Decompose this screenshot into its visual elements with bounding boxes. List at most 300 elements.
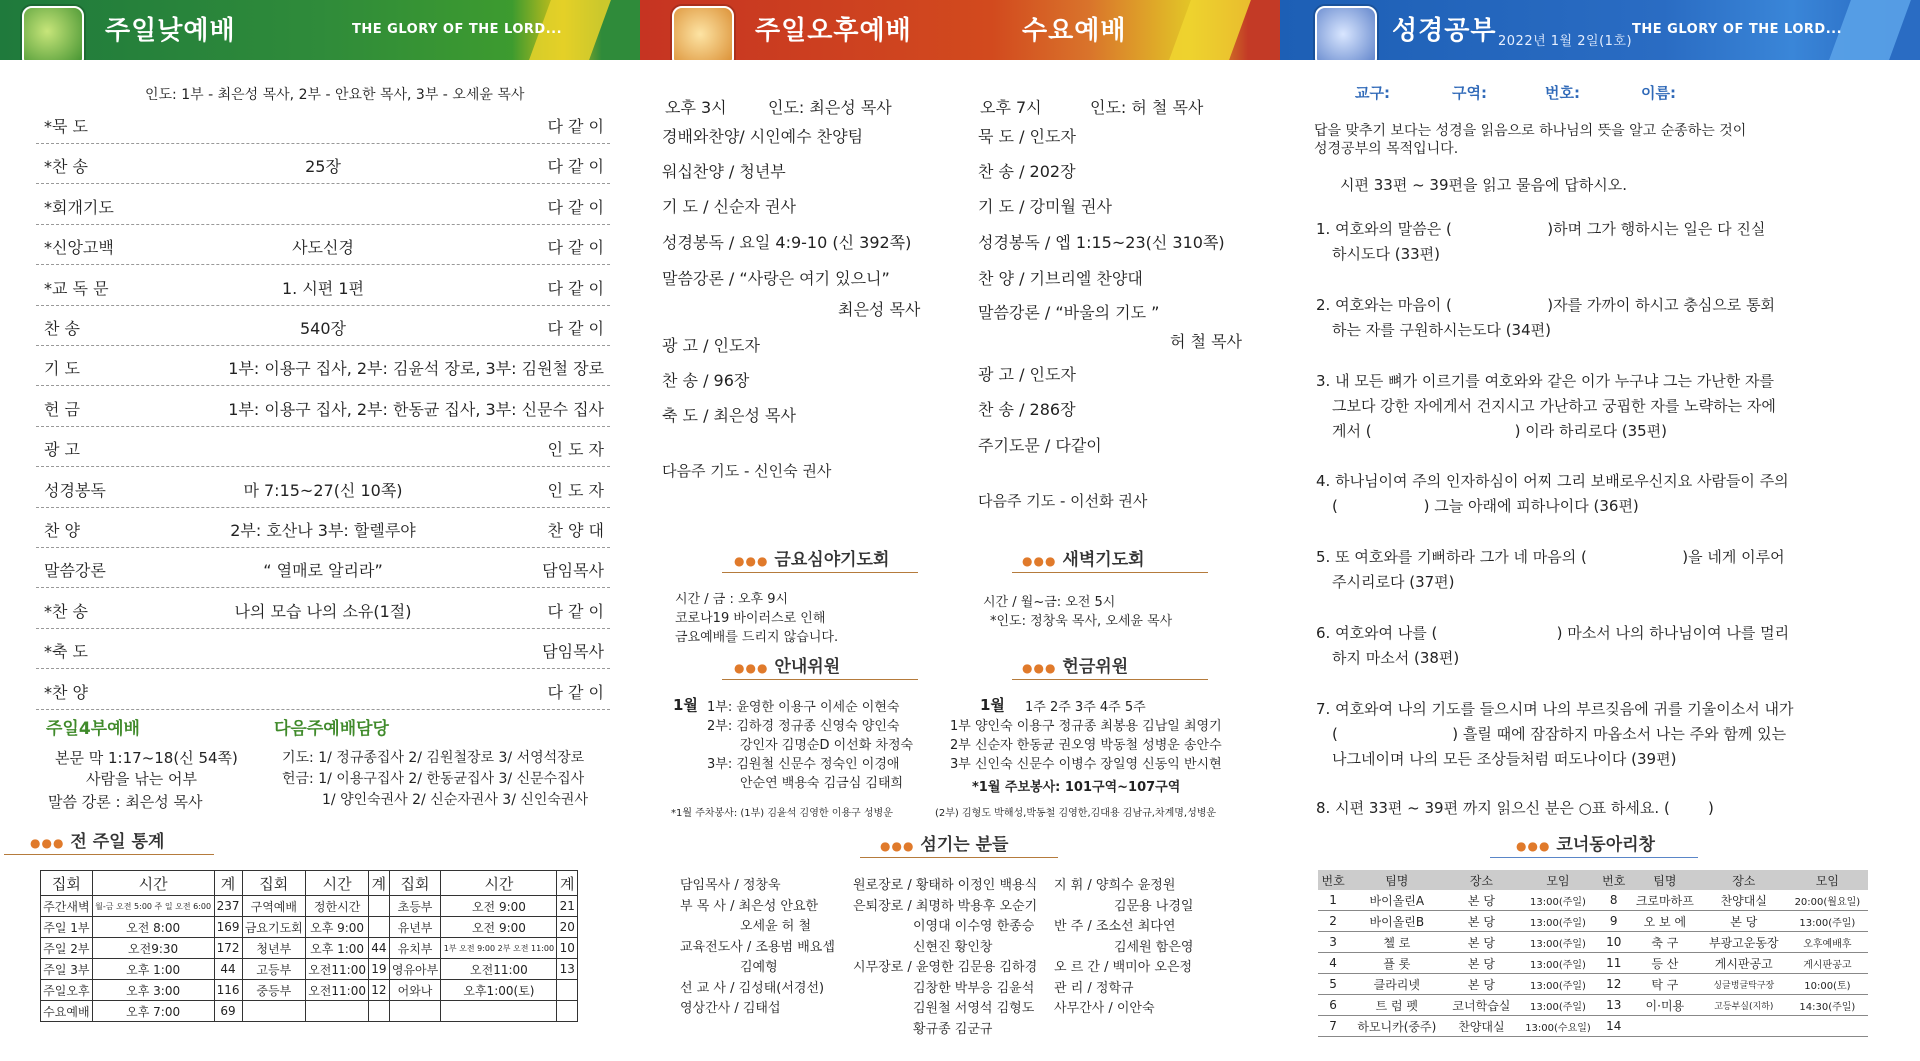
table-cell: 19: [369, 959, 389, 980]
friday-title: [734, 545, 889, 570]
column-header: 모임: [1517, 870, 1598, 890]
table-cell: [1787, 1016, 1868, 1037]
order-person: 다 같 이: [547, 682, 604, 702]
table-cell: 등 산: [1629, 953, 1701, 974]
column-header: 계: [557, 871, 578, 896]
wednesday-next-prayer: 다음주 기도 - 이선화 권사: [978, 492, 1148, 510]
table-cell: 오후 1:00: [306, 938, 369, 959]
question-line: 6. 여호와여 나를 ( ) 마소서 나의 하나님이여 나를 멀리: [1316, 624, 1790, 642]
table-cell: 크로마하프: [1629, 890, 1701, 911]
table-cell: 하모니카(중주): [1348, 1016, 1445, 1037]
table-cell: 237: [214, 896, 242, 917]
order-row: [36, 345, 610, 386]
dots-icon: ●●●: [1516, 839, 1551, 853]
order-label: *찬 송: [44, 157, 88, 177]
table-cell: 169: [214, 917, 242, 938]
corner-table: [1318, 870, 1868, 1037]
servant-line: 김세원 함은영: [1114, 939, 1194, 955]
servant-line: 지 휘 / 양희수 윤정원: [1054, 878, 1176, 893]
dawn-title: [1022, 545, 1145, 570]
table-cell: 주일오후: [41, 980, 93, 1001]
table-cell: 14:30(주일): [1787, 995, 1868, 1016]
question-line: 하지 마소서 (38편): [1332, 649, 1460, 667]
table-row: [1318, 911, 1868, 932]
banner-photo: [672, 6, 734, 60]
afternoon-item: 축 도 / 최은성 목사: [662, 406, 796, 425]
table-cell: 싱글벙글탁구장: [1701, 974, 1787, 995]
servant-line: 담임목사 / 정창욱: [680, 878, 781, 893]
table-cell: 바이올린B: [1348, 911, 1445, 932]
table-cell: [242, 1001, 305, 1022]
table-cell: 어와나: [389, 980, 441, 1001]
table-cell: 오후1:00(토): [441, 980, 557, 1001]
order-content: 나의 모습 나의 소유(1절): [234, 601, 412, 621]
table-cell: 트 럼 펫: [1348, 995, 1445, 1016]
offering-line: 2부 신순자 한동균 권오영 박동철 성병운 송안수: [950, 738, 1222, 753]
table-cell: 주일 1부: [41, 917, 93, 938]
table-cell: 13:00(주일): [1787, 911, 1868, 932]
fourth-text: 본문 막 1:17~18(신 54쪽): [55, 749, 238, 767]
table-cell: 정한시간: [306, 896, 369, 917]
order-label: 헌 금: [44, 399, 80, 419]
guide-line: 2부: 김하경 정규종 신영숙 양인숙: [707, 719, 900, 734]
table-cell: 주간새벽: [41, 896, 93, 917]
table-row: [41, 938, 578, 959]
question-line: 3. 내 모든 뼈가 이르기를 여호와와 같은 이가 누구냐 그는 가난한 자를: [1316, 372, 1774, 390]
servants-title: [880, 830, 1008, 855]
table-cell: [369, 1001, 389, 1022]
afternoon-item: 워십찬양 / 청년부: [662, 162, 786, 181]
column-header: 장소: [1445, 870, 1517, 890]
order-row: [36, 265, 610, 306]
table-cell: 9: [1599, 911, 1629, 932]
order-person: 인 도 자: [547, 440, 604, 460]
corner-title-text: 코너동아리창: [1556, 835, 1655, 855]
order-row: [36, 386, 610, 427]
order-row: [36, 426, 610, 467]
order-person: 찬 양 대: [547, 521, 604, 540]
table-cell: 본 당: [1445, 974, 1517, 995]
table-cell: 14: [1599, 1016, 1629, 1037]
column-header: 집회: [389, 871, 441, 896]
table-cell: 부광고운동장: [1701, 932, 1787, 953]
column-header: 시간: [441, 871, 557, 896]
table-cell: 주일 2부: [41, 938, 93, 959]
table-cell: 12: [369, 980, 389, 1001]
parking-note: *1월 주차봉사: (1부) 김윤석 김영한 이용구 성병운: [671, 808, 893, 819]
afternoon-item: 기 도 / 신순자 권사: [662, 197, 796, 216]
table-cell: 1부 오전 9:00 2부 오전 11:00: [441, 938, 557, 959]
next-offering-2: 1/ 양인숙권사 2/ 신순자권사 3/ 신인숙권사: [322, 792, 588, 808]
next-prayer: 기도: 1/ 정규종집사 2/ 김원철장로 3/ 서영석장로: [282, 750, 585, 766]
order-content: 사도신경: [292, 238, 354, 258]
guide-title: [734, 652, 840, 677]
next-week-title: 다음주예배담당: [274, 719, 389, 739]
banner-subtitle: THE GLORY OF THE LORD...: [352, 22, 563, 37]
table-cell: 13: [1599, 995, 1629, 1016]
servant-line: 부 목 사 / 최은성 안요한: [680, 898, 819, 914]
table-row: [1318, 974, 1868, 995]
fourth-theme: 사람을 낚는 어부: [86, 770, 197, 788]
table-cell: 청년부: [242, 938, 305, 959]
table-cell: 10: [1599, 932, 1629, 953]
servant-line: 오세윤 허 철: [740, 919, 812, 934]
order-label: *신앙고백: [44, 238, 114, 258]
divider: [722, 679, 918, 680]
column-header: 번호: [1318, 870, 1348, 890]
table-cell: 13:00(주일): [1517, 995, 1598, 1016]
next-offering: 헌금: 1/ 이용구집사 2/ 한동균집사 3/ 신문수집사: [282, 771, 585, 787]
offering-line: 1부 양인숙 이용구 정규종 최봉용 김남일 최영기: [950, 719, 1222, 734]
study-banner: [1280, 0, 1920, 60]
servant-line: 교육전도사 / 조용범 배요셉: [680, 939, 835, 955]
column-header: 계: [369, 871, 389, 896]
table-cell: 10:00(토): [1787, 974, 1868, 995]
servant-line: 이영대 이수영 한종승: [913, 919, 1035, 934]
table-cell: [306, 1001, 369, 1022]
order-label: 광 고: [44, 440, 80, 460]
morning-banner: [0, 0, 640, 60]
banner-title: 성경공부: [1392, 16, 1497, 46]
offering-month: 1월: [980, 696, 1005, 714]
guide-line: 강인자 김명순D 이선화 차정숙: [740, 738, 914, 753]
column-header: 시간: [92, 871, 214, 896]
question-line: ( ) 그늘 아래에 피하나이다 (36편): [1332, 497, 1639, 515]
table-cell: 오후예배후: [1787, 932, 1868, 953]
banner-decoration: [1169, 0, 1251, 60]
stats-title-text: 전 주일 통계: [70, 832, 165, 852]
wednesday-item: 찬 송 / 286장: [978, 400, 1076, 419]
wednesday-item: 찬 양 / 기브리엘 찬양대: [978, 269, 1143, 288]
wednesday-item: 주기도문 / 다같이: [978, 436, 1102, 455]
banner-title-wednesday: 수요예배: [1022, 16, 1127, 46]
servant-line: 신현진 황인창: [913, 939, 993, 955]
table-cell: 축 구: [1629, 932, 1701, 953]
servant-line: 김창한 박부응 김윤석: [913, 980, 1035, 996]
servant-line: 김예형: [740, 960, 778, 975]
table-cell: 오전 9:00: [441, 917, 557, 938]
divider: [1012, 679, 1208, 680]
table-cell: 20:00(월요일): [1787, 890, 1868, 911]
wednesday-time: 오후 7시: [980, 98, 1042, 117]
column-header: 계: [214, 871, 242, 896]
order-label: *찬 양: [44, 682, 88, 702]
field-number[interactable]: 번호:: [1545, 84, 1580, 102]
table-cell: 클라리넷: [1348, 974, 1445, 995]
servant-line: 김문용 나경일: [1114, 898, 1194, 914]
table-cell: 20: [557, 917, 578, 938]
dots-icon: ●●●: [1022, 554, 1057, 568]
servants-title-text: 섬기는 분들: [920, 835, 1009, 855]
field-name[interactable]: 이름:: [1641, 84, 1676, 102]
order-content: “ 열매로 알리라”: [263, 561, 383, 581]
table-cell: 본 당: [1445, 911, 1517, 932]
table-cell: 고등부실(지하): [1701, 995, 1787, 1016]
question-line: 5. 또 여호와를 기뻐하라 그가 네 마음의 ( )을 네게 이루어: [1316, 548, 1785, 566]
table-cell: 유치부: [389, 938, 441, 959]
order-person: 담임목사: [542, 561, 604, 581]
field-zone[interactable]: 구역:: [1452, 84, 1487, 102]
friday-line: 코로나19 바이러스로 인해: [675, 611, 826, 626]
table-cell: 13: [557, 959, 578, 980]
order-label: *묵 도: [44, 117, 88, 136]
table-cell: 수요예배: [41, 1001, 93, 1022]
table-cell: 첼 로: [1348, 932, 1445, 953]
divider: [4, 854, 214, 855]
order-label: *회개기도: [44, 197, 114, 217]
order-person: 다 같 이: [547, 238, 604, 258]
offering-title: [1022, 652, 1128, 677]
afternoon-preacher: 최은성 목사: [838, 300, 921, 319]
offering-note: (2부) 김형도 박해성,박동철 김영한,김대용 김남규,차계명,성병운: [935, 808, 1217, 819]
table-cell: 게시판공고: [1701, 953, 1787, 974]
column-header: 집회: [41, 871, 93, 896]
dawn-line: 시간 / 월~금: 오전 5시: [983, 595, 1116, 610]
table-cell: 오후 3:00: [92, 980, 214, 1001]
study-date: 2022년 1월 2일(1호): [1498, 34, 1633, 49]
column-header: 집회: [242, 871, 305, 896]
wednesday-item: 말씀강론 / “바울의 기도 ”: [978, 303, 1160, 322]
table-row: [1318, 953, 1868, 974]
servant-line: 시무장로 / 윤영한 김문용 김하경: [853, 960, 1038, 975]
table-cell: 유년부: [389, 917, 441, 938]
banner-title-afternoon: 주일오후예배: [755, 16, 912, 46]
servant-line: 관 리 / 정학규: [1054, 980, 1134, 996]
table-cell: 오전 9:00: [441, 896, 557, 917]
order-row: [36, 507, 610, 548]
servant-line: 영상간사 / 김태섭: [680, 1001, 781, 1016]
table-cell: 금요기도회: [242, 917, 305, 938]
table-cell: 69: [214, 1001, 242, 1022]
afternoon-item: 성경봉독 / 요일 4:9-10 (신 392쪽): [662, 233, 912, 252]
question-line: 8. 시편 33편 ~ 39편 까지 읽으신 분은 ○표 하세요. ( ): [1316, 799, 1714, 817]
guide-line: 3부: 김원철 신문수 정숙인 이경애: [707, 757, 900, 772]
banner-photo: [1315, 6, 1377, 60]
banner-title: 주일낮예배: [105, 16, 236, 46]
table-cell: [1629, 1016, 1701, 1037]
question-line: 하시도다 (33편): [1332, 245, 1441, 263]
fourth-preacher: 말씀 강론 : 최은성 목사: [48, 793, 203, 811]
servant-line: 선 교 사 / 김성태(서경선): [680, 980, 825, 996]
order-content: 2부: 호산나 3부: 할렐루야: [230, 521, 416, 540]
table-cell: 13:00(주일): [1517, 911, 1598, 932]
order-person: 1부: 이용구 집사, 2부: 한동균 집사, 3부: 신문수 집사: [228, 399, 604, 419]
question-line: ( ) 흘릴 때에 잠잠하지 마옵소서 나는 주와 함께 있는: [1332, 725, 1787, 743]
table-cell: 영유아부: [389, 959, 441, 980]
servant-line: 반 주 / 조소선 최다연: [1054, 919, 1176, 934]
offering-line: 3부 신인숙 신문수 이병수 장일영 신동익 반시현: [950, 757, 1222, 772]
table-cell: 12: [1599, 974, 1629, 995]
table-cell: 구역예배: [242, 896, 305, 917]
table-cell: 중등부: [242, 980, 305, 1001]
order-row: [36, 467, 610, 508]
table-cell: 13:00(주일): [1517, 932, 1598, 953]
servant-line: 김원철 서영석 김형도: [913, 1001, 1035, 1016]
table-cell: 본 당: [1445, 953, 1517, 974]
order-person: 다 같 이: [547, 117, 604, 136]
table-cell: 11: [1599, 953, 1629, 974]
table-cell: 3: [1318, 932, 1348, 953]
table-cell: 172: [214, 938, 242, 959]
table-cell: 주일 3부: [41, 959, 93, 980]
table-cell: 8: [1599, 890, 1629, 911]
order-person: 다 같 이: [547, 278, 604, 298]
table-cell: 44: [369, 938, 389, 959]
table-row: [41, 896, 578, 917]
afternoon-item: 찬 송 / 96장: [662, 371, 750, 390]
table-cell: 116: [214, 980, 242, 1001]
table-cell: 13:00(주일): [1517, 974, 1598, 995]
friday-line: 금요예배를 드리지 않습니다.: [675, 630, 839, 645]
column-header: 팀명: [1629, 870, 1701, 890]
order-person: 다 같 이: [547, 319, 604, 338]
order-content: 1. 시편 1편: [282, 278, 364, 298]
banner-subtitle: THE GLORY OF THE LORD...: [1632, 22, 1843, 37]
order-person: 담임목사: [542, 642, 604, 662]
table-cell: 44: [214, 959, 242, 980]
order-row: [36, 669, 610, 710]
table-cell: [557, 980, 578, 1001]
guide-month: 1월: [673, 696, 698, 714]
table-cell: 코너학습실: [1445, 995, 1517, 1016]
order-label: *축 도: [44, 642, 88, 662]
bulletin-service: *1월 주보봉사: 101구역~107구역: [972, 780, 1181, 795]
table-row: [1318, 995, 1868, 1016]
guide-title-text: 안내위원: [774, 657, 841, 677]
table-cell: 고등부: [242, 959, 305, 980]
table-cell: 본 당: [1445, 932, 1517, 953]
field-district[interactable]: 교구:: [1355, 84, 1390, 102]
servant-line: 오 르 간 / 백미아 오은정: [1054, 960, 1193, 975]
order-person: 다 같 이: [547, 197, 604, 217]
table-cell: 5: [1318, 974, 1348, 995]
divider: [860, 857, 1058, 858]
table-cell: 찬양대실: [1701, 890, 1787, 911]
study-instruction: 시편 33편 ~ 39편을 읽고 물음에 답하시오.: [1340, 176, 1627, 194]
dots-icon: ●●●: [1022, 661, 1057, 675]
servant-line: 원로장로 / 황태하 이정인 백용식: [853, 878, 1038, 893]
guide-line: 안순연 백용숙 김금심 김태희: [740, 776, 904, 791]
order-row: [36, 143, 610, 184]
order-label: 성경봉독: [44, 480, 106, 500]
column-header: 모임: [1787, 870, 1868, 890]
table-cell: [441, 1001, 557, 1022]
order-person: 다 같 이: [547, 601, 604, 621]
order-row: [36, 628, 610, 669]
table-cell: 초등부: [389, 896, 441, 917]
table-cell: 찬양대실: [1445, 1016, 1517, 1037]
order-label: 찬 양: [44, 521, 80, 540]
table-cell: [557, 1001, 578, 1022]
stats-title: [30, 827, 164, 852]
wednesday-item: 성경봉독 / 엡 1:15~23(신 310쪽): [978, 233, 1225, 252]
question-line: 2. 여호와는 마음이 ( )자를 가까이 하시고 충심으로 통회: [1316, 296, 1776, 314]
table-cell: 오전11:00: [441, 959, 557, 980]
afternoon-item: 경배와찬양/ 시인예수 찬양팀: [662, 127, 864, 146]
servant-line: 사무간사 / 이안숙: [1054, 1001, 1155, 1016]
question-line: 나그네이며 나의 모든 조상들처럼 떠도나이다 (39편): [1332, 750, 1677, 768]
afternoon-time: 오후 3시: [665, 98, 727, 117]
afternoon-item: 말씀강론 / “사랑은 여기 있으니”: [662, 269, 890, 288]
dots-icon: ●●●: [30, 836, 65, 850]
order-label: *교 독 문: [44, 278, 109, 298]
question-line: 하는 자를 구원하시는도다 (34편): [1332, 321, 1551, 339]
table-cell: 6: [1318, 995, 1348, 1016]
friday-title-text: 금요심야기도회: [774, 550, 890, 570]
table-row: [1318, 890, 1868, 911]
question-line: 그보다 강한 자에게서 건지시고 가난하고 궁핍한 자를 노략하는 자에: [1332, 397, 1776, 415]
order-label: 기 도: [44, 359, 80, 379]
table-cell: [369, 896, 389, 917]
table-row: [41, 917, 578, 938]
fourth-service-title: 주일4부예배: [46, 719, 140, 739]
table-cell: 13:00(주일): [1517, 890, 1598, 911]
afternoon-banner: [640, 0, 1280, 60]
dots-icon: ●●●: [880, 839, 915, 853]
order-label: 말씀강론: [44, 561, 106, 581]
table-cell: 게시판공고: [1787, 953, 1868, 974]
table-cell: 13:00(수요일): [1517, 1016, 1598, 1037]
order-row: [36, 547, 610, 588]
table-cell: 2: [1318, 911, 1348, 932]
table-cell: 오전9:30: [92, 938, 214, 959]
afternoon-next-prayer: 다음주 기도 - 신인숙 권사: [662, 462, 832, 480]
table-cell: 4: [1318, 953, 1348, 974]
table-cell: 오전11:00: [306, 959, 369, 980]
table-cell: 1: [1318, 890, 1348, 911]
table-cell: 13:00(주일): [1517, 953, 1598, 974]
order-row: [36, 305, 610, 346]
column-header: 장소: [1701, 870, 1787, 890]
order-person: 인 도 자: [547, 480, 604, 500]
table-row: [41, 959, 578, 980]
order-row: [36, 224, 610, 265]
order-content: 25장: [305, 157, 341, 177]
table-cell: 바이올린A: [1348, 890, 1445, 911]
table-cell: [389, 1001, 441, 1022]
table-cell: 오후 7:00: [92, 1001, 214, 1022]
dawn-title-text: 새벽기도회: [1062, 550, 1145, 570]
dawn-line: *인도: 정창욱 목사, 오세윤 목사: [990, 614, 1173, 629]
column-header: 팀명: [1348, 870, 1445, 890]
table-cell: 월-금 오전 5:00 주 일 오전 6:00: [92, 896, 214, 917]
morning-leaders: 인도: 1부 - 최은성 목사, 2부 - 안요한 목사, 3부 - 오세윤 목사: [145, 87, 525, 103]
table-cell: 21: [557, 896, 578, 917]
table-cell: 오전11:00: [306, 980, 369, 1001]
order-content: 마 7:15~27(신 10쪽): [243, 480, 403, 500]
wednesday-leader: 인도: 허 철 목사: [1090, 98, 1204, 117]
table-cell: 오후 9:00: [306, 917, 369, 938]
wednesday-item: 찬 송 / 202장: [978, 162, 1076, 181]
offering-title-text: 헌금위원: [1062, 657, 1129, 677]
order-person: 1부: 이용구 집사, 2부: 김윤석 장로, 3부: 김원철 장로: [228, 359, 604, 379]
column-header: 번호: [1599, 870, 1629, 890]
wednesday-preacher: 허 철 목사: [1170, 332, 1242, 351]
order-label: *찬 송: [44, 601, 88, 621]
wednesday-item: 기 도 / 강미월 권사: [978, 197, 1112, 216]
table-cell: 본 당: [1445, 890, 1517, 911]
table-row: [1318, 932, 1868, 953]
afternoon-leader: 인도: 최은성 목사: [768, 98, 892, 117]
wednesday-item: 묵 도 / 인도자: [978, 127, 1076, 146]
study-intro: 답을 맞추기 보다는 성경을 읽음으로 하나님의 뜻을 알고 순종하는 것이: [1314, 123, 1747, 139]
table-row: [41, 980, 578, 1001]
table-row: [41, 1001, 578, 1022]
table-cell: 탁 구: [1629, 974, 1701, 995]
order-content: 540장: [300, 319, 346, 338]
dots-icon: ●●●: [734, 661, 769, 675]
banner-photo: [22, 6, 84, 60]
